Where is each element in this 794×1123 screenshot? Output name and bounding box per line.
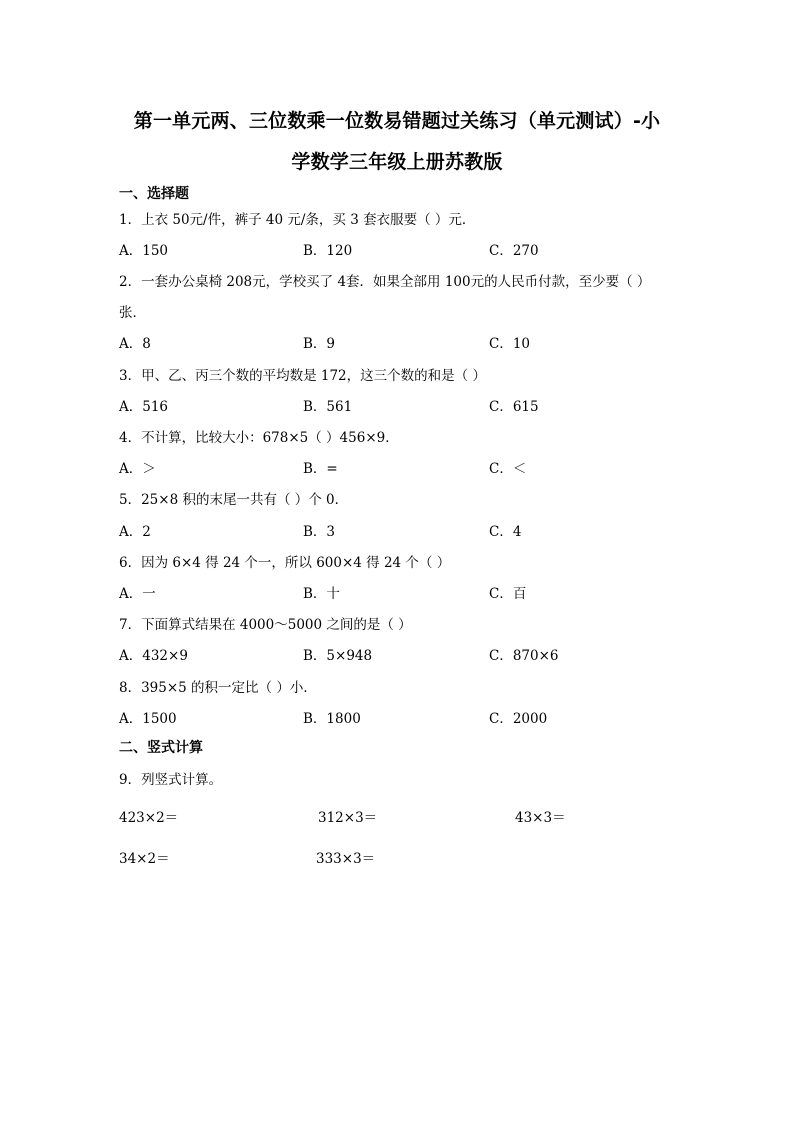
question-2-option-b: B．9 [303,336,336,352]
question-8-option-a: A．1500 [119,711,177,727]
calc-item: 423×2＝ [119,810,179,826]
question-3-option-c: C．615 [489,399,539,415]
question-8-option-b: B．1800 [303,711,361,727]
calc-item: 333×3＝ [316,851,376,867]
question-1-option-c: C．270 [489,243,539,259]
question-3-option-a: A．516 [119,399,169,415]
question-4: 4．不计算，比较大小：678×5（ ）456×9． [119,430,399,446]
question-5-option-b: B．3 [303,524,336,540]
question-6-option-c: C．百 [489,586,527,602]
question-7: 7．下面算式结果在 4000～5000 之间的是（ ） [119,617,412,633]
question-4-option-a: A．＞ [119,461,156,477]
question-2: 2．一套办公桌椅 208元，学校买了 4套．如果全部用 100元的人民币付款，至少要（ ） [119,274,651,290]
question-6-option-a: A．一 [119,586,156,602]
section-heading-vertical-calculation: 二、竖式计算 [119,740,203,756]
question-4-option-c: C．＜ [489,461,527,477]
calc-item: 34×2＝ [119,851,170,867]
question-1-option-a: A．150 [119,243,169,259]
question-4-option-b: B．= [303,461,338,477]
question-5-option-c: C．4 [489,524,522,540]
question-5-option-a: A．2 [119,524,151,540]
calc-item: 312×3＝ [318,810,378,826]
question-2-option-c: C．10 [489,336,531,352]
question-2-continuation: 张． [119,305,146,321]
question-3: 3．甲、乙、丙三个数的平均数是 172，这三个数的和是（ ） [119,368,486,384]
page-title-line-2: 学数学三年级上册苏教版 [291,151,503,173]
question-9: 9．列竖式计算。 [119,772,223,788]
question-7-option-c: C．870×6 [489,648,559,664]
question-8: 8．395×5 的积一定比（ ）小． [119,680,317,696]
question-8-option-c: C．2000 [489,711,548,727]
section-heading-choice: 一、选择题 [119,186,189,202]
calc-item: 43×3＝ [515,810,566,826]
question-1: 1．上衣 50元/件，裤子 40 元/条，买 3 套衣服要（ ）元． [119,212,476,228]
question-5: 5．25×8 积的末尾一共有（ ）个 0． [119,492,349,508]
question-2-option-a: A．8 [119,336,151,352]
question-7-option-b: B．5×948 [303,648,373,664]
question-1-option-b: B．120 [303,243,353,259]
question-3-option-b: B．561 [303,399,353,415]
question-6: 6．因为 6×4 得 24 个一，所以 600×4 得 24 个（ ） [119,555,451,571]
question-6-option-b: B．十 [303,586,340,602]
question-7-option-a: A．432×9 [119,648,188,664]
page-title-line-1: 第一单元两、三位数乘一位数易错题过关练习（单元测试）-小 [133,110,661,132]
